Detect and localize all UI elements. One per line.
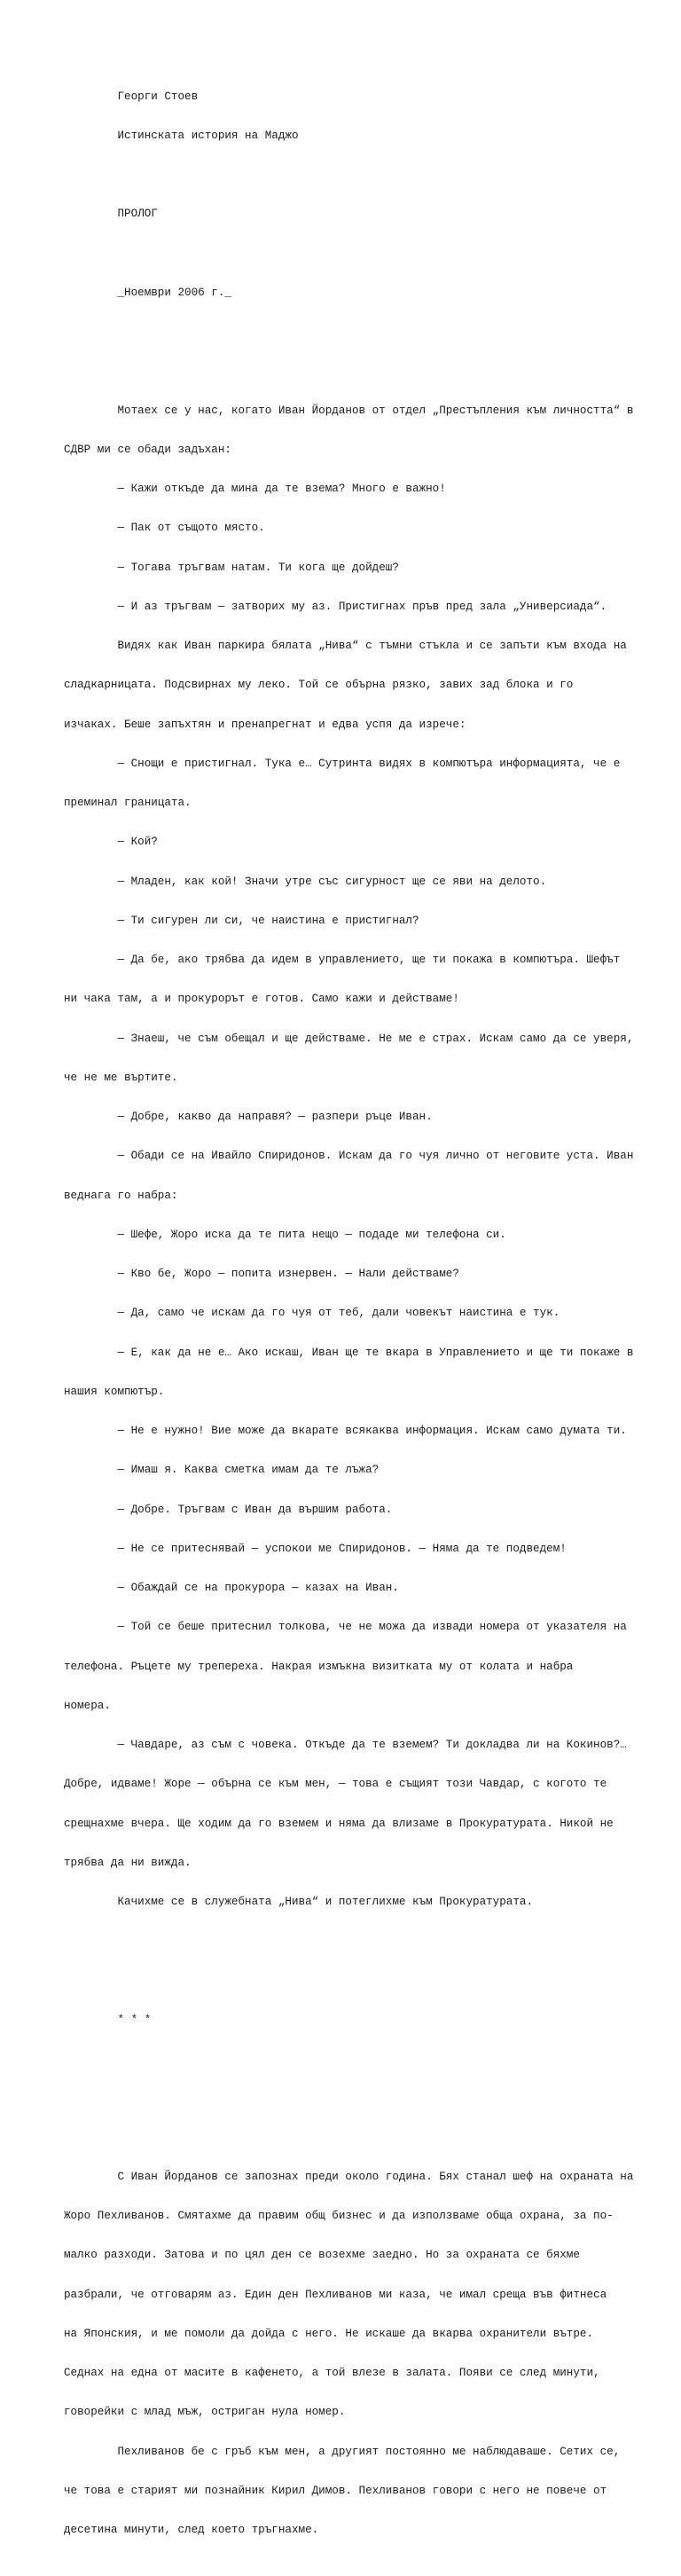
text-line: — Имаш я. Каква сметка имам да те лъжа? (64, 1464, 380, 1477)
text-line: срещнахме вчера. Ще ходим да го вземем и няма да влизаме в Прокуратурата. Никой не (64, 1817, 614, 1830)
blank-line (64, 169, 622, 182)
text-line: веднага го набра: (64, 1189, 178, 1202)
text-line: нашия компютър. (64, 1385, 165, 1398)
text-line: — Знаеш, че съм обещал и ще действаме. Не ме е страх. Искам само да се уверя, (64, 1032, 634, 1045)
text-line: — Младен, как кой! Значи утре със сигурност ще се яви на делото. (64, 875, 547, 888)
blank-line (64, 1975, 622, 1988)
section-separator: * * * (64, 2013, 152, 2026)
text-line: СДВР ми се обади задъхан: (64, 443, 231, 456)
text-line: — Чавдаре, аз съм с човека. Откъде да те вземем? Ти докладва ли на Кокинов?… (64, 1739, 627, 1751)
text-line: на Японския, и ме помоли да дойда с него. Не искаше да вкарва охранители вътре. (64, 2327, 594, 2340)
text-line: Пехливанов бе с гръб към мен, а другият постоянно ме наблюдаваше. Сетих се, (64, 2445, 621, 2458)
document-page (64, 64, 634, 2576)
text-line: — Не се притеснявай — успокои ме Спиридонов. — Няма да те подведем! (64, 1542, 567, 1555)
text-line: — Да, само че искам да го чуя от теб, дали човекът наистина е тук. (64, 1307, 560, 1320)
text-line: преминал границата. (64, 797, 192, 809)
text-line: изчаках. Беше запъхтян и пренапрегнат и едва успя да изрече: (64, 718, 466, 731)
blank-line (64, 2053, 622, 2066)
blank-line (64, 326, 622, 339)
text-line: — Да бе, ако трябва да идем в управлението, ще ти покажа в компютъра. Шефът (64, 954, 621, 966)
text-line: трябва да ни вижда. (64, 1856, 192, 1869)
text-line: Мотаех се у нас, когато Иван Йорданов от отдел „Престъпления към личността“ в (64, 404, 634, 417)
text-line: — Той се беше притеснил толкова, че не можа да извади номера от указателя на (64, 1621, 627, 1634)
text-line: телефона. Ръцете му трепереха. Накрая измъкна визитката му от колата и набра (64, 1660, 574, 1673)
text-line: — Пак от същото място. (64, 522, 265, 535)
text-line: Видях как Иван паркира бялата „Нива“ с тъмни стъкла и се запъти към входа на (64, 640, 627, 652)
section-two (64, 2144, 634, 2563)
text-line: — Добре, какво да направя? — разпери ръце Иван. (64, 1111, 433, 1123)
text-line: — Обаждай се на прокурора — казах на Иван. (64, 1582, 399, 1594)
text-line: номера. (64, 1699, 111, 1712)
text-line: че това е старият ми познайник Кирил Димов. Пехливанов говори с него не повече от (64, 2484, 607, 2497)
blank-line (64, 2092, 622, 2105)
text-line: — Е, как да не е… Ако искаш, Иван ще те вкара в Управлението и ще ти покаже в (64, 1346, 634, 1359)
chapter-date: _Ноември 2006 г._ (64, 286, 231, 299)
text-line: — Не е нужно! Вие може да вкарате всякаква информация. Искам само думата ти. (64, 1425, 627, 1437)
author-name: Георги Стоев (64, 90, 199, 103)
text-line: — Шефе, Жоро иска да те пита нещо — подаде ми телефона си. (64, 1228, 506, 1241)
text-line: сладкарницата. Подсвирнах му леко. Той се обърна рязко, завих зад блока и го (64, 679, 574, 692)
text-line: Качихме се в служебната „Нива“ и потеглихме към Прокуратурата. (64, 1896, 534, 1908)
text-line: Жоро Пехливанов. Смятахме да правим общ бизнес и да използваме обща охрана, за по- (64, 2210, 614, 2222)
text-line: — Тогава тръгвам натам. Ти кога ще дойдеш? (64, 561, 399, 574)
text-line: — Обади се на Ивайло Спиридонов. Искам да го чуя лично от неговите уста. Иван (64, 1150, 634, 1163)
text-line: — Кой? (64, 836, 158, 849)
text-line: — Ти сигурен ли си, че наистина е пристигнал? (64, 914, 419, 927)
text-line: говорейки с млад мъж, остриган нула номер. (64, 2406, 346, 2419)
book-title: Истинската история на Маджо (64, 129, 299, 142)
chapter-title: ПРОЛОГ (64, 208, 158, 221)
text-line: че не ме въртите. (64, 1071, 178, 1084)
text-line: десетина минути, след което тръгнахме. (64, 2524, 319, 2536)
text-line: разбрали, че отговарям аз. Един ден Пехливанов ми каза, че имал среща във фитнеса (64, 2288, 607, 2301)
text-line: — Кажи откъде да мина да те взема? Много е важно! (64, 483, 446, 495)
section-one (64, 378, 634, 1935)
text-line: Седнах на една от масите в кафенето, а той влезе в залата. Появи се след минути, (64, 2367, 600, 2379)
text-line: — И аз тръгвам — затворих му аз. Пристигнах пръв пред зала „Универсиада“. (64, 600, 607, 613)
blank-line (64, 247, 622, 261)
text-line: ни чака там, а и прокурорът е готов. Само кажи и действаме! (64, 993, 459, 1006)
text-line: малко разходи. Затова и по цял ден се возехме заедно. Но за охраната се бяхме (64, 2249, 580, 2262)
text-line: — Добре. Тръгвам с Иван да вършим работа. (64, 1503, 393, 1516)
text-line: — Снощи е пристигнал. Тука е… Сутринта видях в компютъра информацията, че е (64, 757, 621, 770)
text-line: Добре, идваме! Жоре — обърна се към мен, — това е същият този Чавдар, с когото те (64, 1778, 607, 1791)
text-line: С Иван Йорданов се запознах преди около година. Бях станал шеф на охраната на (64, 2170, 634, 2183)
text-line: — Кво бе, Жоро — попита изнервен. — Нали действаме? (64, 1268, 459, 1280)
